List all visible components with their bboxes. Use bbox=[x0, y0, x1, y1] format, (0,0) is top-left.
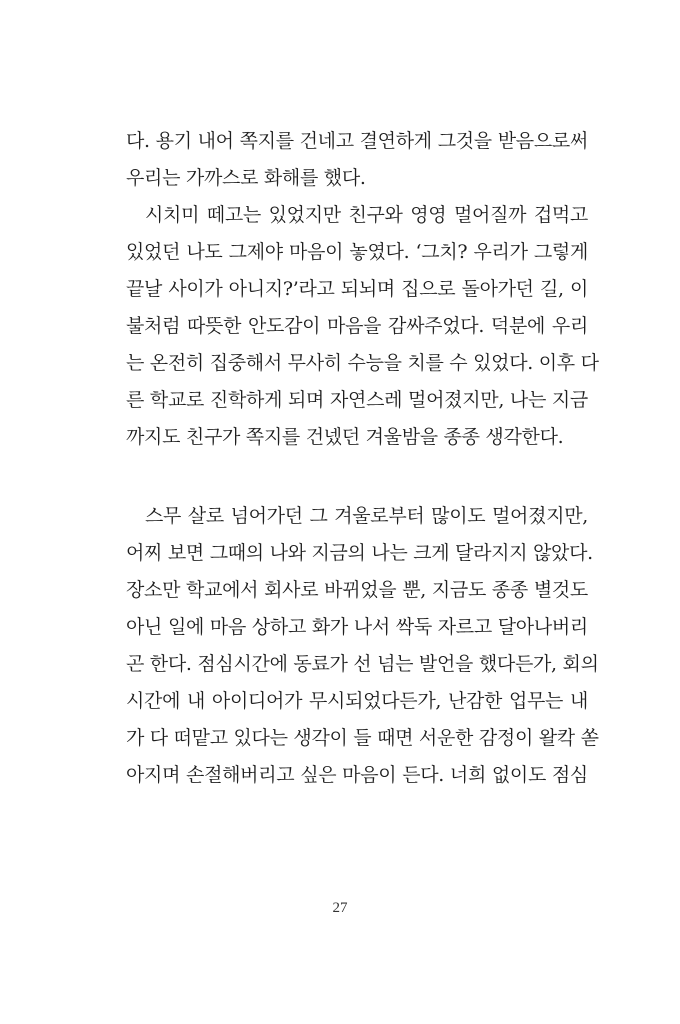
text-line: 우리는 가까스로 화해를 했다. bbox=[126, 167, 366, 189]
text-line: 어찌 보면 그때의 나와 지금의 나는 크게 달라지지 않았다. bbox=[126, 542, 593, 564]
text-line: 끝날 사이가 아니지?’라고 되뇌며 집으로 돌아가던 길, 이 bbox=[126, 278, 588, 300]
text-line: 스무 살로 넘어가던 그 겨울로부터 많이도 멀어졌지만, bbox=[145, 505, 588, 527]
page-number: 27 bbox=[332, 900, 348, 916]
text-line: 다. 용기 내어 쪽지를 건네고 결연하게 그것을 받음으로써 bbox=[126, 130, 588, 152]
text-line: 까지도 친구가 쪽지를 건넸던 겨울밤을 종종 생각한다. bbox=[126, 426, 564, 448]
text-line: 장소만 학교에서 회사로 바뀌었을 뿐, 지금도 종종 별것도 bbox=[126, 579, 588, 601]
text-line: 아지며 손절해버리고 싶은 마음이 든다. 너희 없이도 점심 bbox=[126, 764, 588, 786]
text-line: 시치미 떼고는 있었지만 친구와 영영 멀어질까 겁먹고 bbox=[145, 204, 588, 226]
text-line: 는 온전히 집중해서 무사히 수능을 치를 수 있었다. 이후 다 bbox=[126, 352, 599, 374]
text-line: 가 다 떠맡고 있다는 생각이 들 때면 서운한 감정이 왈칵 쏟 bbox=[126, 727, 599, 749]
text-line: 있었던 나도 그제야 마음이 놓였다. ‘그치? 우리가 그렇게 bbox=[126, 241, 588, 263]
text-line: 른 학교로 진학하게 되며 자연스레 멀어졌지만, 나는 지금 bbox=[126, 389, 588, 411]
text-line: 아닌 일에 마음 상하고 화가 나서 싹둑 자르고 달아나버리 bbox=[126, 616, 588, 638]
text-line: 시간에 내 아이디어가 무시되었다든가, 난감한 업무는 내 bbox=[126, 690, 588, 712]
text-line: 불처럼 따뜻한 안도감이 마음을 감싸주었다. 덕분에 우리 bbox=[126, 315, 588, 337]
text-line: 곤 한다. 점심시간에 동료가 선 넘는 발언을 했다든가, 회의 bbox=[126, 653, 599, 675]
